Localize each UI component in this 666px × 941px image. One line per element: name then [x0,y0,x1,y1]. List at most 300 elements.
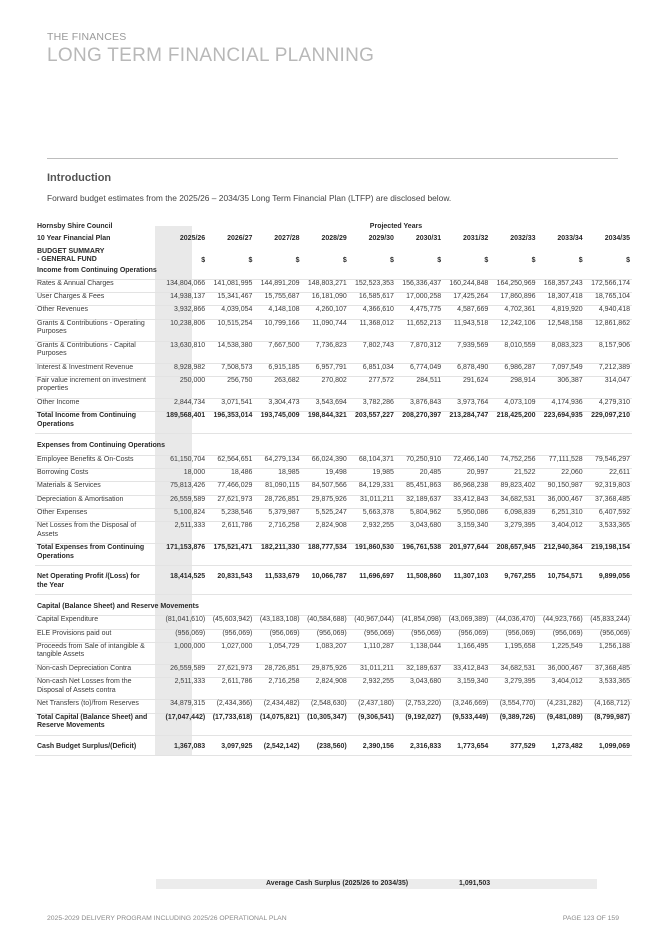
cell-value: 1,367,083 [160,743,207,756]
intro-title: Introduction [47,172,112,184]
cell-value: 29,875,926 [302,665,349,678]
cell-value: 27,621,973 [207,495,254,508]
cell-value: 12,242,106 [490,319,537,341]
cell-value: 2,611,786 [207,678,254,700]
total-row [35,544,632,566]
cell-value: 148,803,271 [302,279,349,292]
cell-value: 15,341,467 [207,293,254,306]
cell-value: 9,899,056 [585,573,632,595]
cell-value: (956,069) [443,629,490,642]
header-rule [47,158,618,159]
cell-value: 1,773,654 [443,743,490,756]
cell-value: 18,486 [207,468,254,481]
currency-header: $ [248,257,253,265]
cell-value: 4,260,107 [302,306,349,319]
row-label: User Charges & Fees [35,293,153,306]
cell-value: 6,915,185 [254,363,301,376]
spacer-row [35,595,632,603]
cell-value: 3,279,395 [490,522,537,544]
cell-value: 1,273,482 [538,743,585,756]
cell-value: 8,157,906 [585,341,632,363]
cell-value: 3,973,764 [443,399,490,412]
cell-value: 10,754,571 [538,573,585,595]
section-heading: Income from Continuing Operations [35,266,632,280]
cell-value: (14,075,821) [254,713,301,735]
row-label: Total Expenses from Continuing Operations [35,544,153,566]
cell-value: 256,750 [207,377,254,399]
cell-value: 84,507,566 [302,482,349,495]
cell-value: 18,414,525 [160,573,207,595]
cell-value: 84,129,331 [349,482,396,495]
cell-value: 2,932,255 [349,522,396,544]
budget-table [35,223,632,756]
cell-value: (9,192,027) [396,713,443,735]
cell-value: 141,081,995 [207,279,254,292]
cell-value: (956,069) [349,629,396,642]
table-row [35,643,632,665]
row-label: Proceeds from Sale of intangible & tangible Assets [35,643,153,665]
year-header: 2028/29 [321,235,347,243]
cell-value: (44,923,766) [538,616,585,629]
cell-value: 8,010,559 [490,341,537,363]
cell-value: (238,560) [302,743,349,756]
cell-value: 1,138,044 [396,643,443,665]
cell-value: 263,682 [254,377,301,399]
cell-value: 27,621,973 [207,665,254,678]
table-row [35,306,632,319]
plan-label: 10 Year Financial Plan [37,235,111,243]
row-label: Materials & Services [35,482,153,495]
cell-value: 9,767,255 [490,573,537,595]
cell-value: 79,546,297 [585,455,632,468]
cell-value: 64,279,134 [254,455,301,468]
cell-value: 2,316,833 [396,743,443,756]
cell-value: (956,069) [207,629,254,642]
cell-value: 3,932,866 [160,306,207,319]
row-label: Other Income [35,399,153,412]
average-surplus-bar [156,879,597,889]
cell-value: 1,256,188 [585,643,632,665]
cell-value: 208,270,397 [396,412,443,434]
cell-value: 2,932,255 [349,678,396,700]
row-label: Employee Benefits & On-Costs [35,455,153,468]
cell-value: 306,387 [538,377,585,399]
header-row-currency [35,248,632,266]
row-label: Interest & Investment Revenue [35,363,153,376]
row-label: Total Capital (Balance Sheet) and Reserve Movements [35,713,153,735]
cell-value: 201,977,644 [443,544,490,566]
cell-value: 66,024,390 [302,455,349,468]
cell-value: 19,498 [302,468,349,481]
cell-value: 5,663,378 [349,508,396,521]
cell-value: (9,481,089) [538,713,585,735]
cell-value: 28,726,851 [254,665,301,678]
cell-value: 16,585,617 [349,293,396,306]
cell-value: 4,702,361 [490,306,537,319]
cell-value: 11,368,012 [349,319,396,341]
cell-value: 14,538,380 [207,341,254,363]
cell-value: 1,195,658 [490,643,537,665]
cell-value: 34,682,531 [490,495,537,508]
cell-value: 218,425,200 [490,412,537,434]
cell-value: (2,548,630) [302,700,349,713]
cell-value: 7,667,500 [254,341,301,363]
cell-value: (40,584,688) [302,616,349,629]
total-row [35,743,632,756]
cell-value: 7,508,573 [207,363,254,376]
cell-value: 4,039,054 [207,306,254,319]
cell-value: 11,943,518 [443,319,490,341]
cell-value: 6,957,791 [302,363,349,376]
cell-value: 77,466,029 [207,482,254,495]
cell-value: 182,211,330 [254,544,301,566]
cell-value: (81,041,610) [160,616,207,629]
currency-header: $ [437,257,442,265]
currency-header: $ [578,257,583,265]
row-label: Fair value increment on investment properties [35,377,153,399]
cell-value: 62,564,651 [207,455,254,468]
cell-value: 4,148,108 [254,306,301,319]
cell-value: 12,861,862 [585,319,632,341]
cell-value: 152,523,353 [349,279,396,292]
cell-value: 4,073,109 [490,399,537,412]
row-label: Grants & Contributions - Operating Purposes [35,319,153,341]
cell-value: 298,914 [490,377,537,399]
intro-text: Forward budget estimates from the 2025/26 – 2034/35 Long Term Financial Plan (LTFP) are disclosed below. [47,193,452,203]
cell-value: 203,557,227 [349,412,396,434]
cell-value: 3,304,473 [254,399,301,412]
cell-value: (3,554,770) [490,700,537,713]
cell-value: (4,231,282) [538,700,585,713]
cell-value: 11,307,103 [443,573,490,595]
row-label: Other Expenses [35,508,153,521]
cell-value: 2,611,786 [207,522,254,544]
cell-value: 171,153,876 [160,544,207,566]
cell-value: 198,844,321 [302,412,349,434]
cell-value: 2,511,333 [160,522,207,544]
row-label: Other Revenues [35,306,153,319]
cell-value: 1,027,000 [207,643,254,665]
cell-value: 8,928,982 [160,363,207,376]
cell-value: (17,733,618) [207,713,254,735]
cell-value: 15,755,687 [254,293,301,306]
cell-value: 196,353,014 [207,412,254,434]
cell-value: (3,246,669) [443,700,490,713]
cell-value: 11,090,744 [302,319,349,341]
header-row-org [35,223,632,235]
cell-value: 12,548,158 [538,319,585,341]
spacer-row [35,434,632,442]
cell-value: 74,752,256 [490,455,537,468]
cell-value: (8,799,987) [585,713,632,735]
cell-value: 18,985 [254,468,301,481]
cell-value: (956,069) [160,629,207,642]
cell-value: 36,000,467 [538,665,585,678]
cell-value: 28,726,851 [254,495,301,508]
cell-value: 89,823,402 [490,482,537,495]
cell-value: (2,542,142) [254,743,301,756]
cell-value: 3,404,012 [538,678,585,700]
cell-value: 212,940,364 [538,544,585,566]
header-section: THE FINANCES [47,31,127,43]
cell-value: 3,533,365 [585,522,632,544]
currency-header: $ [342,257,347,265]
cell-value: 17,860,896 [490,293,537,306]
cell-value: (9,533,449) [443,713,490,735]
cell-value: 3,097,925 [207,743,254,756]
cell-value: (956,069) [538,629,585,642]
table-row [35,616,632,629]
cell-value: 11,533,679 [254,573,301,595]
year-header: 2034/35 [604,235,630,243]
cell-value: 37,368,485 [585,665,632,678]
table-row [35,341,632,363]
row-label: Borrowing Costs [35,468,153,481]
cell-value: 270,802 [302,377,349,399]
cell-value: 196,761,538 [396,544,443,566]
year-header: 2030/31 [415,235,442,243]
cell-value: 26,559,589 [160,495,207,508]
cell-value: 20,831,543 [207,573,254,595]
cell-value: 193,745,009 [254,412,301,434]
footer-page-number: PAGE 123 OF 159 [562,915,619,922]
cell-value: 85,451,863 [396,482,443,495]
cell-value: 7,870,312 [396,341,443,363]
row-label: Depreciation & Amortisation [35,495,153,508]
table-row [35,678,632,700]
cell-value: (956,069) [302,629,349,642]
row-label: Cash Budget Surplus/(Deficit) [35,743,153,756]
cell-value: 77,111,528 [538,455,585,468]
cell-value: 134,804,066 [160,279,207,292]
cell-value: 4,174,936 [538,399,585,412]
cell-value: 86,968,238 [443,482,490,495]
section-heading-row [35,441,632,455]
cell-value: 3,159,340 [443,678,490,700]
cell-value: 4,819,920 [538,306,585,319]
cell-value: 11,696,697 [349,573,396,595]
cell-value: 6,407,592 [585,508,632,521]
cell-value: (956,069) [396,629,443,642]
row-label: Net Transfers (to)/from Reserves [35,700,153,713]
cell-value: 229,097,210 [585,412,632,434]
cell-value: 17,000,258 [396,293,443,306]
year-header: 2025/26 [179,235,206,243]
cell-value: (956,069) [490,629,537,642]
cell-value: 284,511 [396,377,443,399]
table-row [35,468,632,481]
row-label: Non-cash Depreciation Contra [35,665,153,678]
cell-value: 11,652,213 [396,319,443,341]
cell-value: 10,238,806 [160,319,207,341]
cell-value: 1,054,729 [254,643,301,665]
cell-value: 19,985 [349,468,396,481]
cell-value: 72,466,140 [443,455,490,468]
cell-value: 2,844,734 [160,399,207,412]
cell-value: 6,251,310 [538,508,585,521]
cell-value: 3,782,286 [349,399,396,412]
cell-value: (956,069) [585,629,632,642]
cell-value: 4,940,418 [585,306,632,319]
cell-value: (41,854,098) [396,616,443,629]
table-row [35,319,632,341]
cell-value: (2,753,220) [396,700,443,713]
row-label: Non-cash Net Losses from the Disposal of Assets contra [35,678,153,700]
cell-value: 5,379,987 [254,508,301,521]
cell-value: 168,357,243 [538,279,585,292]
cell-value: 3,279,395 [490,678,537,700]
cell-value: 164,250,969 [490,279,537,292]
cell-value: 8,083,323 [538,341,585,363]
average-surplus-value: 1,091,503 [459,880,491,887]
cell-value: 7,097,549 [538,363,585,376]
table-row [35,700,632,713]
cell-value: 377,529 [490,743,537,756]
currency-header: $ [201,257,206,265]
cell-value: 20,485 [396,468,443,481]
year-header: 2033/34 [557,235,583,243]
table-row [35,629,632,642]
cell-value: 5,804,962 [396,508,443,521]
spacer-row [35,566,632,574]
section-heading: Capital (Balance Sheet) and Reserve Movements [35,602,632,616]
cell-value: (17,047,442) [160,713,207,735]
row-label: Net Losses from the Disposal of Assets [35,522,153,544]
cell-value: 2,824,908 [302,678,349,700]
cell-value: 36,000,467 [538,495,585,508]
cell-value: 5,238,546 [207,508,254,521]
table-row [35,455,632,468]
cell-value: 70,250,910 [396,455,443,468]
cell-value: 10,066,787 [302,573,349,595]
row-label: Net Operating Profit /(Loss) for the Year [35,573,153,595]
cell-value: 31,011,211 [349,665,396,678]
cell-value: 223,694,935 [538,412,585,434]
cell-value: 81,090,115 [254,482,301,495]
cell-value: 277,572 [349,377,396,399]
table-row [35,279,632,292]
footer-left: 2025-2029 DELIVERY PROGRAM INCLUDING 2025/26 OPERATIONAL PLAN [47,915,287,922]
cell-value: 250,000 [160,377,207,399]
section-heading-row [35,266,632,280]
cell-value: 3,404,012 [538,522,585,544]
year-header: 2032/33 [510,235,536,243]
year-header: 2027/28 [274,235,300,243]
cell-value: 7,736,823 [302,341,349,363]
currency-header: $ [626,257,630,265]
cell-value: (956,069) [254,629,301,642]
cell-value: 10,799,166 [254,319,301,341]
cell-value: 31,011,211 [349,495,396,508]
row-label: Total Income from Continuing Operations [35,412,153,434]
cell-value: (2,434,482) [254,700,301,713]
table-row [35,482,632,495]
cell-value: 1,000,000 [160,643,207,665]
cell-value: 2,390,156 [349,743,396,756]
cell-value: 34,682,531 [490,665,537,678]
currency-header: $ [390,257,394,265]
budget-summary-label: BUDGET SUMMARY - GENERAL FUND [37,247,105,263]
cell-value: 26,559,589 [160,665,207,678]
cell-value: (44,036,470) [490,616,537,629]
cell-value: 17,425,264 [443,293,490,306]
cell-value: (2,437,180) [349,700,396,713]
currency-header: $ [531,257,536,265]
year-header: 2029/30 [368,235,394,243]
table-row [35,522,632,544]
cell-value: 32,189,637 [396,665,443,678]
cell-value: 2,511,333 [160,678,207,700]
cell-value: 189,568,401 [160,412,207,434]
cell-value: 68,104,371 [349,455,396,468]
cell-value: 160,244,848 [443,279,490,292]
cell-value: 5,100,824 [160,508,207,521]
row-label: Capital Expenditure [35,616,153,629]
budget-table-wrapper [35,223,632,756]
org-name: Hornsby Shire Council [37,223,113,230]
cell-value: 2,716,258 [254,678,301,700]
cell-value: 3,159,340 [443,522,490,544]
cell-value: 314,047 [585,377,632,399]
cell-value: 14,938,137 [160,293,207,306]
cell-value: (4,168,712) [585,700,632,713]
cell-value: 4,366,610 [349,306,396,319]
section-heading-row [35,602,632,616]
cell-value: 16,181,090 [302,293,349,306]
cell-value: 1,110,287 [349,643,396,665]
cell-value: 92,319,803 [585,482,632,495]
cell-value: 188,777,534 [302,544,349,566]
cell-value: 7,939,569 [443,341,490,363]
cell-value: (9,389,726) [490,713,537,735]
cell-value: (10,305,347) [302,713,349,735]
total-row [35,412,632,434]
cell-value: 1,166,495 [443,643,490,665]
row-label: Grants & Contributions - Capital Purposes [35,341,153,363]
cell-value: 61,150,704 [160,455,207,468]
cell-value: 1,225,549 [538,643,585,665]
cell-value: 291,624 [443,377,490,399]
cell-value: 175,521,471 [207,544,254,566]
cell-value: 32,189,637 [396,495,443,508]
table-row [35,377,632,399]
cell-value: 21,522 [490,468,537,481]
header-title: LONG TERM FINANCIAL PLANNING [47,45,375,66]
cell-value: 6,851,034 [349,363,396,376]
cell-value: (43,183,108) [254,616,301,629]
table-row [35,293,632,306]
table-row [35,665,632,678]
currency-header: $ [484,257,489,265]
cell-value: 18,765,104 [585,293,632,306]
total-row [35,573,632,595]
cell-value: 22,611 [585,468,632,481]
cell-value: 2,716,258 [254,522,301,544]
cell-value: 191,860,530 [349,544,396,566]
cell-value: 13,630,810 [160,341,207,363]
cell-value: 18,000 [160,468,207,481]
cell-value: (45,833,244) [585,616,632,629]
row-label: ELE Provisions paid out [35,629,153,642]
cell-value: 3,533,365 [585,678,632,700]
table-row [35,508,632,521]
cell-value: 75,813,426 [160,482,207,495]
cell-value: 6,986,287 [490,363,537,376]
cell-value: 7,802,743 [349,341,396,363]
spacer-row [35,735,632,743]
cell-value: 3,043,680 [396,522,443,544]
cell-value: 219,198,154 [585,544,632,566]
